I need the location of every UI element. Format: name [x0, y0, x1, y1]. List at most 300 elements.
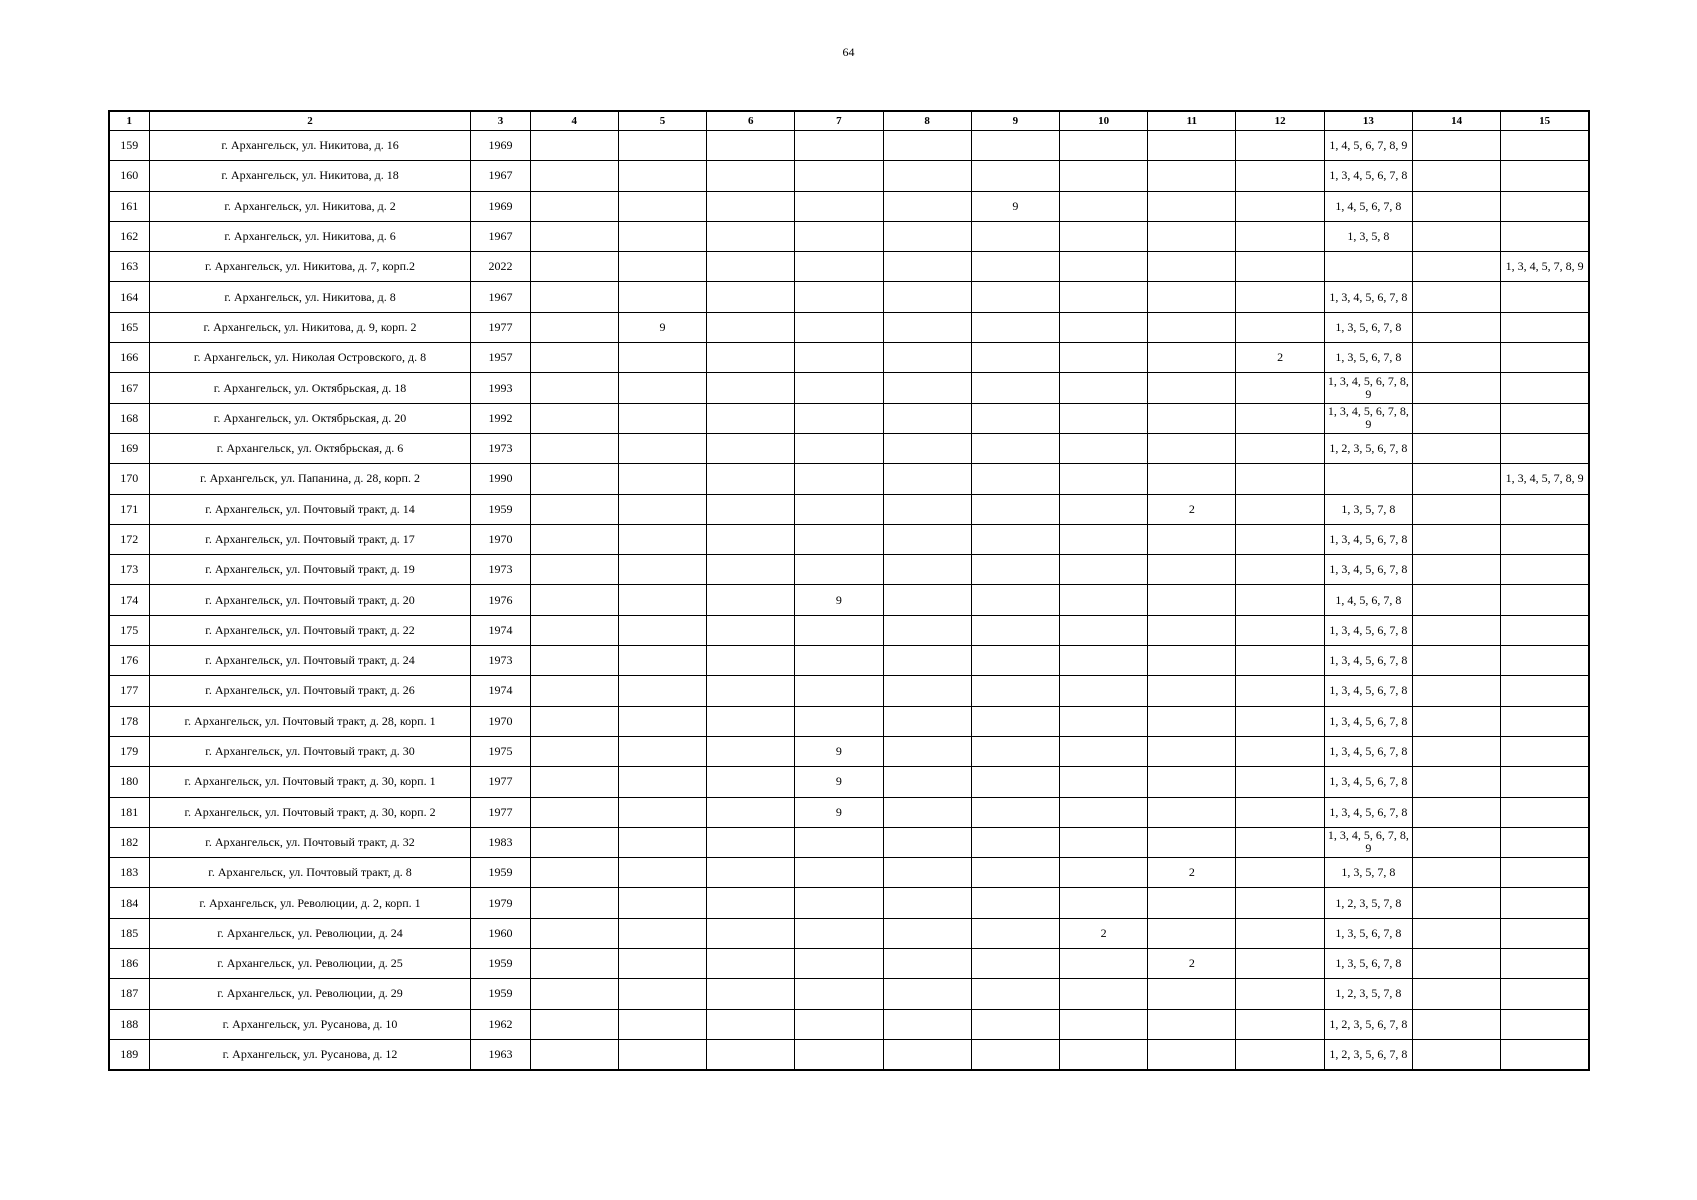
column-11-cell — [1148, 615, 1236, 645]
year-cell: 1977 — [471, 312, 530, 342]
column-7-cell — [795, 494, 883, 524]
row-number-cell: 165 — [109, 312, 149, 342]
column-5-cell — [618, 191, 706, 221]
address-cell: г. Архангельск, ул. Октябрьская, д. 6 — [149, 433, 471, 463]
table-row — [109, 312, 1589, 342]
column-4-cell — [530, 1039, 618, 1070]
column-12-cell — [1236, 979, 1324, 1009]
address-cell: г. Архангельск, ул. Никитова, д. 2 — [149, 191, 471, 221]
column-10-cell — [1060, 1009, 1148, 1039]
column-14-cell — [1412, 646, 1500, 676]
column-7-cell — [795, 918, 883, 948]
column-8-cell — [883, 646, 971, 676]
column-5-cell — [618, 403, 706, 433]
column-12-cell — [1236, 736, 1324, 766]
column-11-cell — [1148, 767, 1236, 797]
row-number-cell: 180 — [109, 767, 149, 797]
address-cell: г. Архангельск, ул. Почтовый тракт, д. 8 — [149, 858, 471, 888]
year-cell: 1967 — [471, 282, 530, 312]
column-7-cell — [795, 524, 883, 554]
column-9-cell — [971, 827, 1059, 857]
address-cell: г. Архангельск, ул. Почтовый тракт, д. 32 — [149, 827, 471, 857]
table-row — [109, 797, 1589, 827]
column-5-cell — [618, 494, 706, 524]
column-5-cell — [618, 555, 706, 585]
column-15-cell — [1501, 282, 1589, 312]
column-5-cell — [618, 252, 706, 282]
column-9-cell — [971, 676, 1059, 706]
column-11-cell: 2 — [1148, 949, 1236, 979]
column-12-cell — [1236, 403, 1324, 433]
column-10-cell — [1060, 797, 1148, 827]
column-7-cell: 9 — [795, 767, 883, 797]
column-9-cell — [971, 736, 1059, 766]
column-10-cell — [1060, 858, 1148, 888]
row-number-cell: 171 — [109, 494, 149, 524]
column-14-cell — [1412, 161, 1500, 191]
column-5-cell — [618, 373, 706, 403]
column-6-cell — [707, 433, 795, 463]
column-15-cell — [1501, 494, 1589, 524]
table-row — [109, 827, 1589, 857]
column-6-cell — [707, 191, 795, 221]
housing-register-table — [108, 110, 1590, 1071]
column-7-cell — [795, 1009, 883, 1039]
column-8-cell — [883, 676, 971, 706]
column-5-cell — [618, 858, 706, 888]
column-14-cell — [1412, 767, 1500, 797]
address-cell: г. Архангельск, ул. Никитова, д. 9, корп. 2 — [149, 312, 471, 342]
column-4-cell — [530, 221, 618, 251]
column-14-cell — [1412, 494, 1500, 524]
column-13-cell: 1, 3, 4, 5, 6, 7, 8 — [1324, 615, 1412, 645]
column-12-cell — [1236, 1009, 1324, 1039]
column-15-cell — [1501, 585, 1589, 615]
column-11-cell — [1148, 736, 1236, 766]
column-11-cell — [1148, 888, 1236, 918]
column-12-cell — [1236, 433, 1324, 463]
column-10-cell — [1060, 161, 1148, 191]
column-15-cell — [1501, 767, 1589, 797]
column-4-cell — [530, 524, 618, 554]
column-4-cell — [530, 646, 618, 676]
column-11-cell — [1148, 827, 1236, 857]
column-4-cell — [530, 282, 618, 312]
column-11-cell — [1148, 706, 1236, 736]
column-10-cell — [1060, 676, 1148, 706]
address-cell: г. Архангельск, ул. Почтовый тракт, д. 14 — [149, 494, 471, 524]
column-5-cell — [618, 343, 706, 373]
column-13-cell: 1, 3, 5, 6, 7, 8 — [1324, 918, 1412, 948]
row-number-cell: 179 — [109, 736, 149, 766]
column-15-cell — [1501, 858, 1589, 888]
column-12-cell — [1236, 858, 1324, 888]
column-15-cell — [1501, 827, 1589, 857]
column-12-cell: 2 — [1236, 343, 1324, 373]
column-8-cell — [883, 615, 971, 645]
column-13-cell: 1, 2, 3, 5, 7, 8 — [1324, 979, 1412, 1009]
column-7-cell: 9 — [795, 736, 883, 766]
address-cell: г. Архангельск, ул. Революции, д. 24 — [149, 918, 471, 948]
column-13-cell: 1, 3, 4, 5, 6, 7, 8, 9 — [1324, 827, 1412, 857]
column-15-cell — [1501, 191, 1589, 221]
address-cell: г. Архангельск, ул. Почтовый тракт, д. 30, корп. 2 — [149, 797, 471, 827]
column-5-cell — [618, 615, 706, 645]
column-7-cell — [795, 615, 883, 645]
column-7-cell — [795, 1039, 883, 1070]
column-12-cell — [1236, 888, 1324, 918]
row-number-cell: 172 — [109, 524, 149, 554]
column-8-cell — [883, 706, 971, 736]
column-15-cell — [1501, 221, 1589, 251]
column-9-cell — [971, 615, 1059, 645]
year-cell: 1960 — [471, 918, 530, 948]
column-10-cell — [1060, 555, 1148, 585]
year-cell: 1969 — [471, 191, 530, 221]
column-13-cell: 1, 3, 5, 6, 7, 8 — [1324, 949, 1412, 979]
column-4-cell — [530, 373, 618, 403]
column-5-cell: 9 — [618, 312, 706, 342]
column-15-cell — [1501, 979, 1589, 1009]
column-12-cell — [1236, 494, 1324, 524]
row-number-cell: 174 — [109, 585, 149, 615]
column-4-cell — [530, 131, 618, 161]
column-11-cell — [1148, 403, 1236, 433]
year-cell: 1959 — [471, 949, 530, 979]
column-8-cell — [883, 403, 971, 433]
column-5-cell — [618, 918, 706, 948]
column-6-cell — [707, 464, 795, 494]
column-15-cell: 1, 3, 4, 5, 7, 8, 9 — [1501, 252, 1589, 282]
column-15-cell — [1501, 403, 1589, 433]
column-8-cell — [883, 191, 971, 221]
column-5-cell — [618, 979, 706, 1009]
row-number-cell: 160 — [109, 161, 149, 191]
column-10-cell — [1060, 646, 1148, 676]
column-13-cell: 1, 4, 5, 6, 7, 8 — [1324, 585, 1412, 615]
address-cell: г. Архангельск, ул. Никитова, д. 16 — [149, 131, 471, 161]
column-header-14: 14 — [1412, 111, 1500, 131]
column-12-cell — [1236, 918, 1324, 948]
column-9-cell — [971, 221, 1059, 251]
column-header-11: 11 — [1148, 111, 1236, 131]
column-5-cell — [618, 221, 706, 251]
column-7-cell — [795, 403, 883, 433]
column-8-cell — [883, 736, 971, 766]
column-8-cell — [883, 221, 971, 251]
column-11-cell — [1148, 1009, 1236, 1039]
table-row — [109, 221, 1589, 251]
column-header-6: 6 — [707, 111, 795, 131]
year-cell: 1975 — [471, 736, 530, 766]
column-header-12: 12 — [1236, 111, 1324, 131]
column-5-cell — [618, 646, 706, 676]
column-15-cell — [1501, 918, 1589, 948]
table-row — [109, 858, 1589, 888]
year-cell: 1967 — [471, 221, 530, 251]
year-cell: 2022 — [471, 252, 530, 282]
year-cell: 1973 — [471, 646, 530, 676]
column-15-cell — [1501, 161, 1589, 191]
column-15-cell — [1501, 706, 1589, 736]
column-14-cell — [1412, 585, 1500, 615]
year-cell: 1973 — [471, 555, 530, 585]
column-10-cell — [1060, 343, 1148, 373]
column-4-cell — [530, 918, 618, 948]
column-6-cell — [707, 494, 795, 524]
column-5-cell — [618, 131, 706, 161]
table-row — [109, 979, 1589, 1009]
column-12-cell — [1236, 131, 1324, 161]
row-number-cell: 186 — [109, 949, 149, 979]
column-12-cell — [1236, 282, 1324, 312]
column-7-cell — [795, 433, 883, 463]
column-6-cell — [707, 161, 795, 191]
column-9-cell — [971, 524, 1059, 554]
column-13-cell: 1, 2, 3, 5, 7, 8 — [1324, 888, 1412, 918]
column-14-cell — [1412, 464, 1500, 494]
table-row — [109, 1039, 1589, 1070]
column-9-cell — [971, 373, 1059, 403]
year-cell: 1970 — [471, 524, 530, 554]
column-6-cell — [707, 676, 795, 706]
column-10-cell — [1060, 131, 1148, 161]
row-number-cell: 182 — [109, 827, 149, 857]
year-cell: 1957 — [471, 343, 530, 373]
column-14-cell — [1412, 858, 1500, 888]
column-13-cell: 1, 2, 3, 5, 6, 7, 8 — [1324, 433, 1412, 463]
column-11-cell — [1148, 555, 1236, 585]
column-header-9: 9 — [971, 111, 1059, 131]
column-8-cell — [883, 585, 971, 615]
address-cell: г. Архангельск, ул. Почтовый тракт, д. 30 — [149, 736, 471, 766]
column-15-cell — [1501, 312, 1589, 342]
column-6-cell — [707, 706, 795, 736]
column-11-cell: 2 — [1148, 494, 1236, 524]
column-11-cell — [1148, 343, 1236, 373]
column-14-cell — [1412, 555, 1500, 585]
table-row — [109, 373, 1589, 403]
column-header-4: 4 — [530, 111, 618, 131]
column-13-cell: 1, 3, 4, 5, 6, 7, 8 — [1324, 767, 1412, 797]
column-6-cell — [707, 797, 795, 827]
column-7-cell — [795, 312, 883, 342]
column-12-cell — [1236, 524, 1324, 554]
column-6-cell — [707, 918, 795, 948]
row-number-cell: 168 — [109, 403, 149, 433]
column-10-cell — [1060, 615, 1148, 645]
column-6-cell — [707, 1039, 795, 1070]
column-8-cell — [883, 343, 971, 373]
column-14-cell — [1412, 524, 1500, 554]
column-10-cell — [1060, 767, 1148, 797]
column-13-cell — [1324, 252, 1412, 282]
column-9-cell — [971, 312, 1059, 342]
column-6-cell — [707, 221, 795, 251]
address-cell: г. Архангельск, ул. Никитова, д. 6 — [149, 221, 471, 251]
column-4-cell — [530, 433, 618, 463]
column-13-cell: 1, 3, 5, 6, 7, 8 — [1324, 312, 1412, 342]
column-7-cell — [795, 131, 883, 161]
column-14-cell — [1412, 282, 1500, 312]
table-row — [109, 433, 1589, 463]
row-number-cell: 164 — [109, 282, 149, 312]
column-9-cell — [971, 464, 1059, 494]
column-14-cell — [1412, 918, 1500, 948]
column-13-cell: 1, 3, 4, 5, 6, 7, 8 — [1324, 706, 1412, 736]
column-13-cell: 1, 3, 4, 5, 6, 7, 8 — [1324, 676, 1412, 706]
column-11-cell — [1148, 373, 1236, 403]
address-cell: г. Архангельск, ул. Никитова, д. 8 — [149, 282, 471, 312]
row-number-cell: 183 — [109, 858, 149, 888]
column-14-cell — [1412, 1039, 1500, 1070]
column-4-cell — [530, 615, 618, 645]
table-row — [109, 464, 1589, 494]
column-10-cell — [1060, 282, 1148, 312]
column-11-cell — [1148, 282, 1236, 312]
column-15-cell — [1501, 646, 1589, 676]
column-4-cell — [530, 555, 618, 585]
column-12-cell — [1236, 949, 1324, 979]
column-6-cell — [707, 403, 795, 433]
table-row — [109, 282, 1589, 312]
column-15-cell — [1501, 131, 1589, 161]
address-cell: г. Архангельск, ул. Почтовый тракт, д. 20 — [149, 585, 471, 615]
column-13-cell: 1, 2, 3, 5, 6, 7, 8 — [1324, 1009, 1412, 1039]
column-5-cell — [618, 706, 706, 736]
column-header-1: 1 — [109, 111, 149, 131]
column-14-cell — [1412, 131, 1500, 161]
column-15-cell — [1501, 736, 1589, 766]
column-7-cell — [795, 676, 883, 706]
column-5-cell — [618, 676, 706, 706]
column-4-cell — [530, 767, 618, 797]
column-8-cell — [883, 312, 971, 342]
row-number-cell: 169 — [109, 433, 149, 463]
column-8-cell — [883, 888, 971, 918]
column-7-cell — [795, 827, 883, 857]
row-number-cell: 175 — [109, 615, 149, 645]
column-14-cell — [1412, 827, 1500, 857]
column-15-cell — [1501, 373, 1589, 403]
column-6-cell — [707, 252, 795, 282]
year-cell: 1992 — [471, 403, 530, 433]
column-8-cell — [883, 767, 971, 797]
column-5-cell — [618, 524, 706, 554]
row-number-cell: 159 — [109, 131, 149, 161]
table-row — [109, 949, 1589, 979]
column-11-cell — [1148, 979, 1236, 1009]
year-cell: 1973 — [471, 433, 530, 463]
year-cell: 1983 — [471, 827, 530, 857]
column-6-cell — [707, 343, 795, 373]
column-9-cell — [971, 403, 1059, 433]
address-cell: г. Архангельск, ул. Никитова, д. 7, корп.2 — [149, 252, 471, 282]
column-5-cell — [618, 282, 706, 312]
column-9-cell — [971, 343, 1059, 373]
column-13-cell: 1, 3, 4, 5, 6, 7, 8 — [1324, 736, 1412, 766]
column-10-cell — [1060, 221, 1148, 251]
year-cell: 1959 — [471, 494, 530, 524]
column-13-cell: 1, 3, 5, 6, 7, 8 — [1324, 343, 1412, 373]
column-9-cell — [971, 1009, 1059, 1039]
row-number-cell: 184 — [109, 888, 149, 918]
column-10-cell: 2 — [1060, 918, 1148, 948]
column-13-cell: 1, 2, 3, 5, 6, 7, 8 — [1324, 1039, 1412, 1070]
column-9-cell — [971, 161, 1059, 191]
column-8-cell — [883, 131, 971, 161]
address-cell: г. Архангельск, ул. Революции, д. 25 — [149, 949, 471, 979]
column-11-cell — [1148, 676, 1236, 706]
column-12-cell — [1236, 767, 1324, 797]
column-6-cell — [707, 312, 795, 342]
column-14-cell — [1412, 252, 1500, 282]
column-8-cell — [883, 918, 971, 948]
address-cell: г. Архангельск, ул. Революции, д. 2, корп. 1 — [149, 888, 471, 918]
column-10-cell — [1060, 585, 1148, 615]
column-9-cell — [971, 646, 1059, 676]
column-9-cell — [971, 282, 1059, 312]
column-header-2: 2 — [149, 111, 471, 131]
address-cell: г. Архангельск, ул. Октябрьская, д. 20 — [149, 403, 471, 433]
column-13-cell: 1, 3, 4, 5, 6, 7, 8, 9 — [1324, 373, 1412, 403]
column-15-cell — [1501, 433, 1589, 463]
column-4-cell — [530, 494, 618, 524]
column-13-cell: 1, 3, 4, 5, 6, 7, 8, 9 — [1324, 403, 1412, 433]
year-cell: 1977 — [471, 767, 530, 797]
column-6-cell — [707, 949, 795, 979]
column-9-cell — [971, 858, 1059, 888]
column-4-cell — [530, 161, 618, 191]
column-5-cell — [618, 736, 706, 766]
table-row — [109, 736, 1589, 766]
table-row — [109, 585, 1589, 615]
column-12-cell — [1236, 221, 1324, 251]
table-row — [109, 131, 1589, 161]
address-cell: г. Архангельск, ул. Почтовый тракт, д. 17 — [149, 524, 471, 554]
column-9-cell — [971, 767, 1059, 797]
column-11-cell — [1148, 312, 1236, 342]
column-15-cell — [1501, 524, 1589, 554]
row-number-cell: 178 — [109, 706, 149, 736]
column-6-cell — [707, 524, 795, 554]
column-8-cell — [883, 827, 971, 857]
column-14-cell — [1412, 736, 1500, 766]
column-12-cell — [1236, 797, 1324, 827]
column-4-cell — [530, 403, 618, 433]
column-11-cell — [1148, 524, 1236, 554]
row-number-cell: 163 — [109, 252, 149, 282]
column-9-cell — [971, 706, 1059, 736]
column-4-cell — [530, 949, 618, 979]
column-5-cell — [618, 888, 706, 918]
column-9-cell — [971, 949, 1059, 979]
column-11-cell: 2 — [1148, 858, 1236, 888]
column-4-cell — [530, 1009, 618, 1039]
row-number-cell: 176 — [109, 646, 149, 676]
column-11-cell — [1148, 161, 1236, 191]
table-row — [109, 706, 1589, 736]
table-row — [109, 343, 1589, 373]
column-header-7: 7 — [795, 111, 883, 131]
year-cell: 1990 — [471, 464, 530, 494]
table-row — [109, 1009, 1589, 1039]
column-12-cell — [1236, 676, 1324, 706]
column-14-cell — [1412, 191, 1500, 221]
row-number-cell: 166 — [109, 343, 149, 373]
column-15-cell — [1501, 888, 1589, 918]
column-9-cell — [971, 555, 1059, 585]
